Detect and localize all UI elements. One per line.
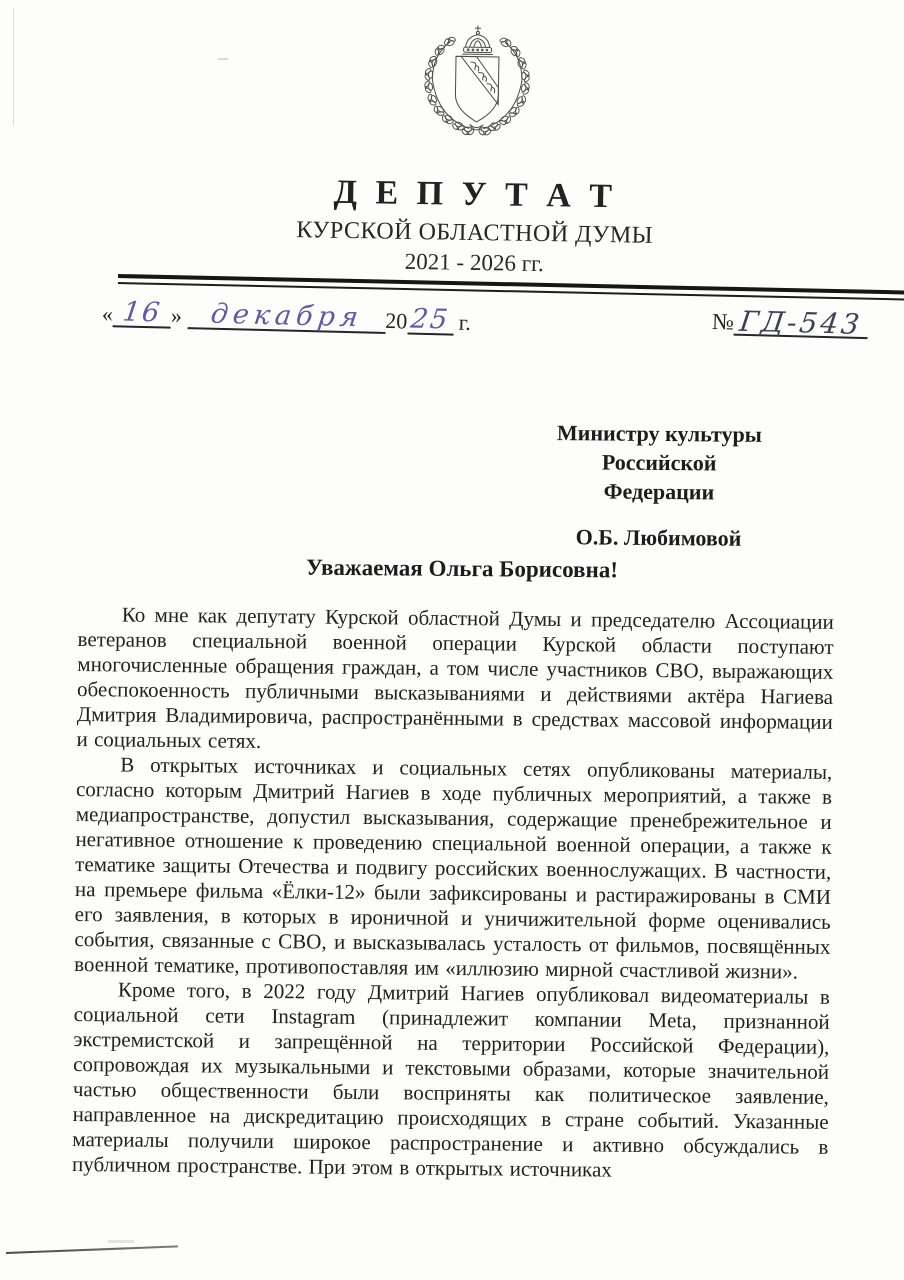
date-century: 20 [385, 307, 408, 334]
recipient-block [547, 418, 770, 553]
document-number-line [712, 301, 869, 339]
recipient-title-line1: Министру культуры [556, 420, 763, 447]
scan-artifact-vertical-line [13, 8, 14, 126]
date-day-handwritten: 16 [120, 296, 164, 329]
body-paragraph-1: Ко мне как депутату Курской областной Думы и председателю Ассоциации ветеранов специальной военной операции Курской области поступают многочисленные обращения граждан, а том числе участников СВО, выражающих обеспокоенность публичными высказываниями и действиями актёра Нагиева Дмитрия Владимировича, распространёнными в средствах массовой информации и социальных сетях. [76, 602, 834, 753]
letterhead-term: 2021 - 2026 гг. [404, 248, 544, 277]
letterhead-title: Д Е П У Т А Т [333, 173, 618, 216]
body-paragraph-3: Кроме того, в 2022 году Дмитрий Нагиев опубликовал видеоматериалы в социальной сети Instagram (принадлежит компании Meta, признанной экстремистской и запрещённой на территории Российской Федерации), сопровождая их музыкальными и текстовыми образами, которые значительной частью общественности были восприняты как политическое заявление, направленное на дискредитацию происходящих в стране событий. Указанные материалы получили широкое распространение и активно обсуждались в публичном пространстве. При этом в открытых источниках [71, 977, 831, 1182]
date-year-handwritten: 25 [409, 303, 452, 336]
kursk-oblast-coat-of-arms-icon [420, 23, 534, 155]
scan-artifact-line [6, 1245, 178, 1254]
date-year-unit: г. [458, 309, 472, 336]
number-sign: № [711, 309, 735, 335]
letterhead-subtitle: КУРСКОЙ ОБЛАСТНОЙ ДУМЫ [296, 217, 654, 249]
letterhead [48, 17, 904, 282]
salutation: Уважаемая Ольга Борисовна! [305, 554, 619, 583]
document-number-handwritten: ГД-543 [737, 304, 865, 341]
letter-body [72, 602, 834, 1185]
date-close-quote: » [170, 302, 183, 328]
body-paragraph-2: В открытых источниках и социальных сетях опубликованы материалы, согласно которым Дмитрий Нагиев в ходе публичных мероприятий, а также в медиапространстве, допустил высказывания, содержащие пренебрежительное и негативное отношение к проведению специальной военной операции, а также к тематике защиты Отечества и подвигу российских военнослужащих. В частности, на премьере фильма «Ёлки-12» были зафиксированы и растиражированы в СМИ его заявления, в которых в ироничной и уничижительной форме оценивались события, связанные с СВО, и высказывалась усталость от фильмов, посвящённых военной тематике, противопоставляя им «иллюзию мирной счастливой жизни». [74, 752, 833, 984]
date-open-quote: « [101, 301, 114, 327]
recipient-title-line2: Российской Федерации [601, 449, 717, 505]
scan-artifact-speck [108, 1240, 134, 1243]
date-month-handwritten: декабря [208, 298, 365, 334]
date-line [102, 293, 472, 336]
recipient-name: О.Б. Любимовой [575, 524, 742, 551]
